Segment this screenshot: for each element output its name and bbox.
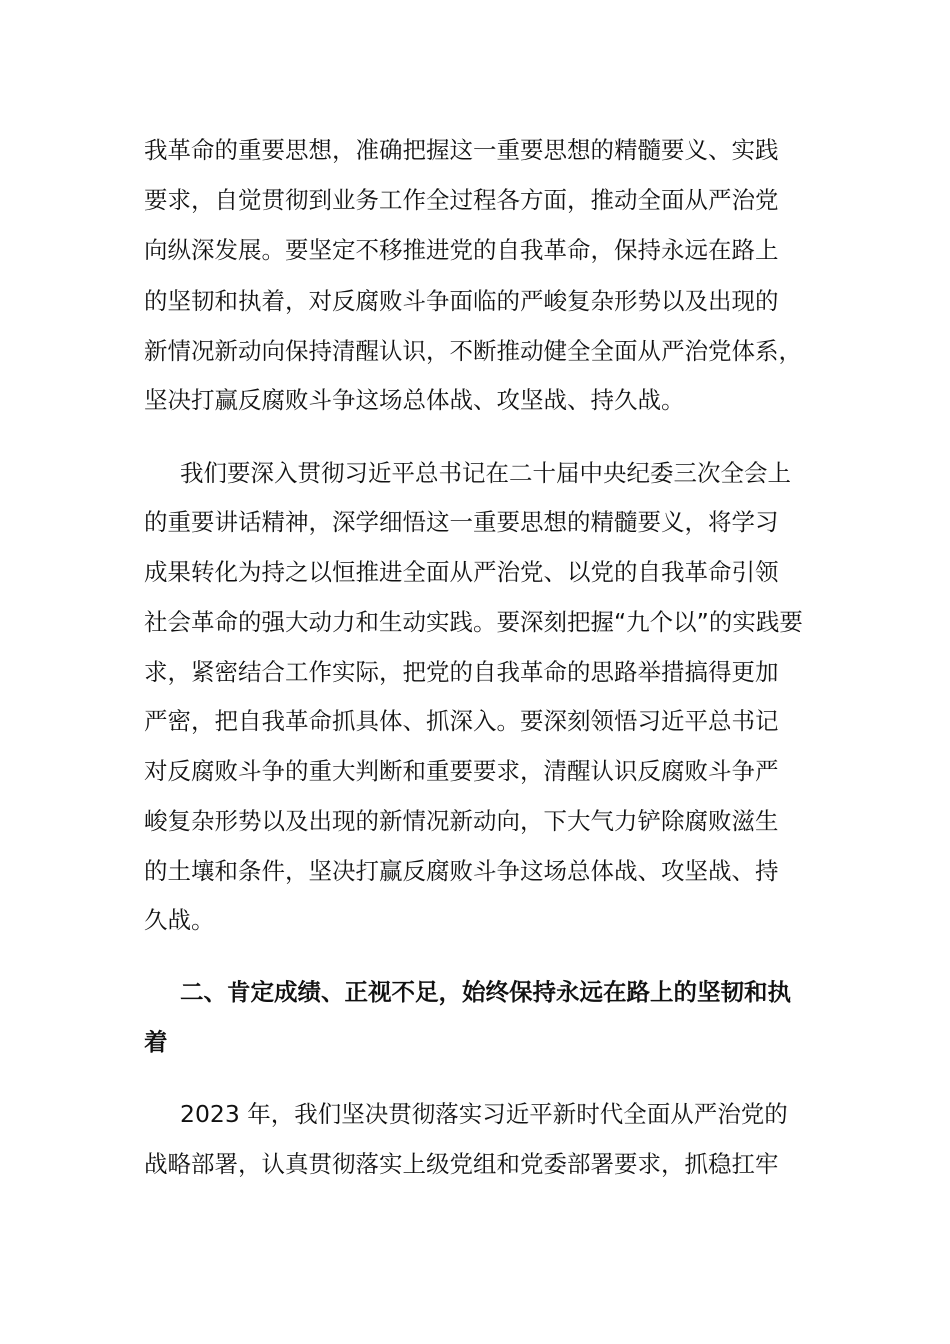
section-heading: 二、肯定成绩、正视不足，始终保持永远在路上的坚韧和执 bbox=[180, 978, 791, 1006]
paragraph-2-line: 求，紧密结合工作实际，把党的自我革命的思路举措搞得更加 bbox=[144, 658, 779, 686]
paragraph-1-line: 向纵深发展。要坚定不移推进党的自我革命，保持永远在路上 bbox=[144, 236, 779, 264]
section-heading: 着 bbox=[144, 1028, 168, 1056]
paragraph-2-line: 社会革命的强大动力和生动实践。要深刻把握“九个以”的实践要 bbox=[144, 608, 803, 636]
paragraph-1-line: 的坚韧和执着，对反腐败斗争面临的严峻复杂形势以及出现的 bbox=[144, 287, 779, 315]
paragraph-2-line: 成果转化为持之以恒推进全面从严治党、以党的自我革命引领 bbox=[144, 558, 779, 586]
paragraph-1-line: 要求，自觉贯彻到业务工作全过程各方面，推动全面从严治党 bbox=[144, 186, 779, 214]
paragraph-2-line: 我们要深入贯彻习近平总书记在二十届中央纪委三次全会上 bbox=[180, 459, 791, 487]
paragraph-2-line: 的重要讲话精神，深学细悟这一重要思想的精髓要义，将学习 bbox=[144, 508, 779, 536]
paragraph-2-line: 久战。 bbox=[144, 906, 215, 934]
paragraph-1-line: 我革命的重要思想，准确把握这一重要思想的精髓要义、实践 bbox=[144, 136, 779, 164]
paragraph-2-line: 对反腐败斗争的重大判断和重要要求，清醒认识反腐败斗争严 bbox=[144, 757, 779, 785]
paragraph-3-line: 2023 年，我们坚决贯彻落实习近平新时代全面从严治党的 bbox=[180, 1100, 788, 1128]
paragraph-2-line: 峻复杂形势以及出现的新情况新动向，下大气力铲除腐败滋生 bbox=[144, 807, 779, 835]
paragraph-1-line: 坚决打赢反腐败斗争这场总体战、攻坚战、持久战。 bbox=[144, 386, 685, 414]
paragraph-1-line: 新情况新动向保持清醒认识，不断推动健全全面从严治党体系， bbox=[144, 337, 802, 365]
paragraph-2-line: 严密，把自我革命抓具体、抓深入。要深刻领悟习近平总书记 bbox=[144, 707, 779, 735]
paragraph-2-line: 的土壤和条件，坚决打赢反腐败斗争这场总体战、攻坚战、持 bbox=[144, 857, 779, 885]
paragraph-3-line: 战略部署，认真贯彻落实上级党组和党委部署要求，抓稳扛牢 bbox=[144, 1150, 779, 1178]
